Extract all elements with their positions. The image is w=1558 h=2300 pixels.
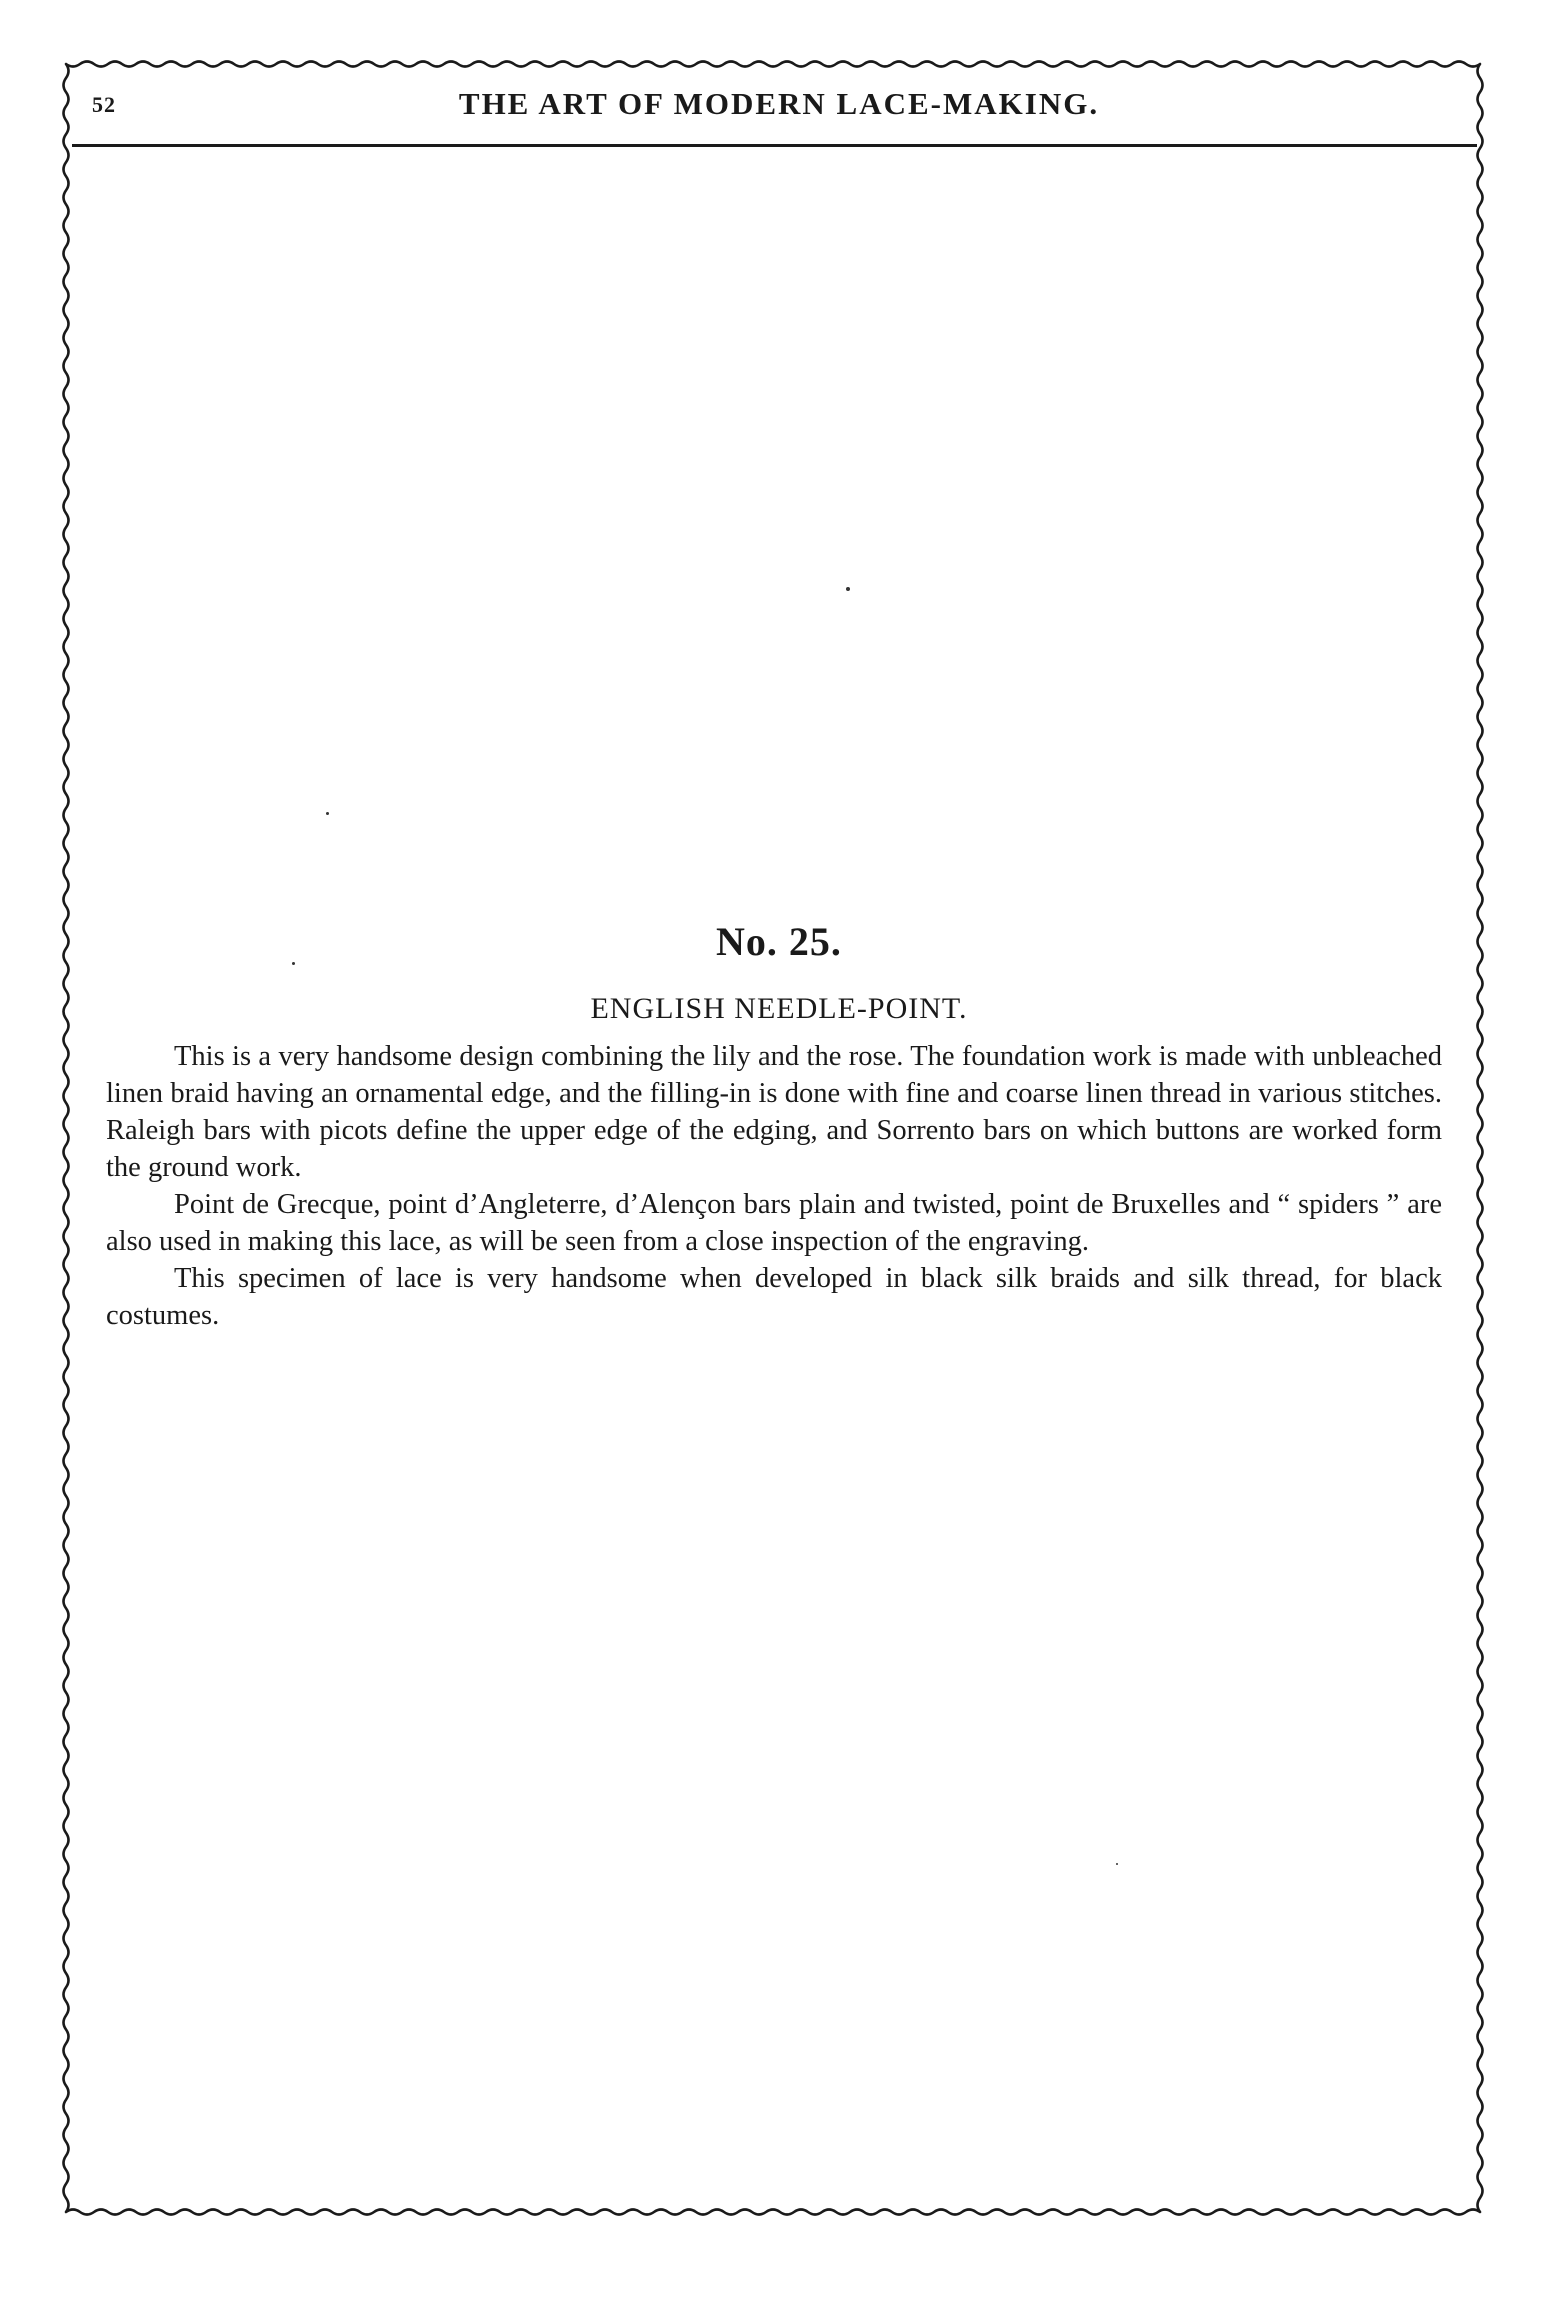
page-number: 52 — [92, 92, 116, 117]
print-speck — [326, 812, 329, 815]
paragraph-3: This specimen of lace is very handsome when developed in black silk braids and silk thread, for black costumes. — [106, 1263, 1442, 1331]
paragraph-1: This is a very handsome design combining the lily and the rose. The foundation work is made with unbleached linen braid having an ornamental edge, and the filling-in is done with fine and coarse linen thread in various stitches. Raleigh bars with picots define the upper edge of the edging, and Sorrento bars on which buttons are worked form the ground work. — [106, 1041, 1442, 1183]
running-title: THE ART OF MODERN LACE-MAKING. — [458, 86, 1100, 121]
plate-title: ENGLISH NEEDLE-POINT. — [590, 992, 968, 1025]
header-rule — [72, 144, 1477, 147]
body-text — [106, 1038, 1442, 1334]
plate-number: No. 25. — [716, 919, 842, 964]
print-speck — [1116, 1863, 1118, 1865]
paragraph-2: Point de Grecque, point d’Angleterre, d’Alençon bars plain and twisted, point de Bruxelles and “ spiders ” are also used in making this lace, as will be seen from a close inspection of the engraving. — [106, 1189, 1442, 1257]
print-speck — [292, 962, 295, 965]
print-speck — [846, 587, 850, 591]
